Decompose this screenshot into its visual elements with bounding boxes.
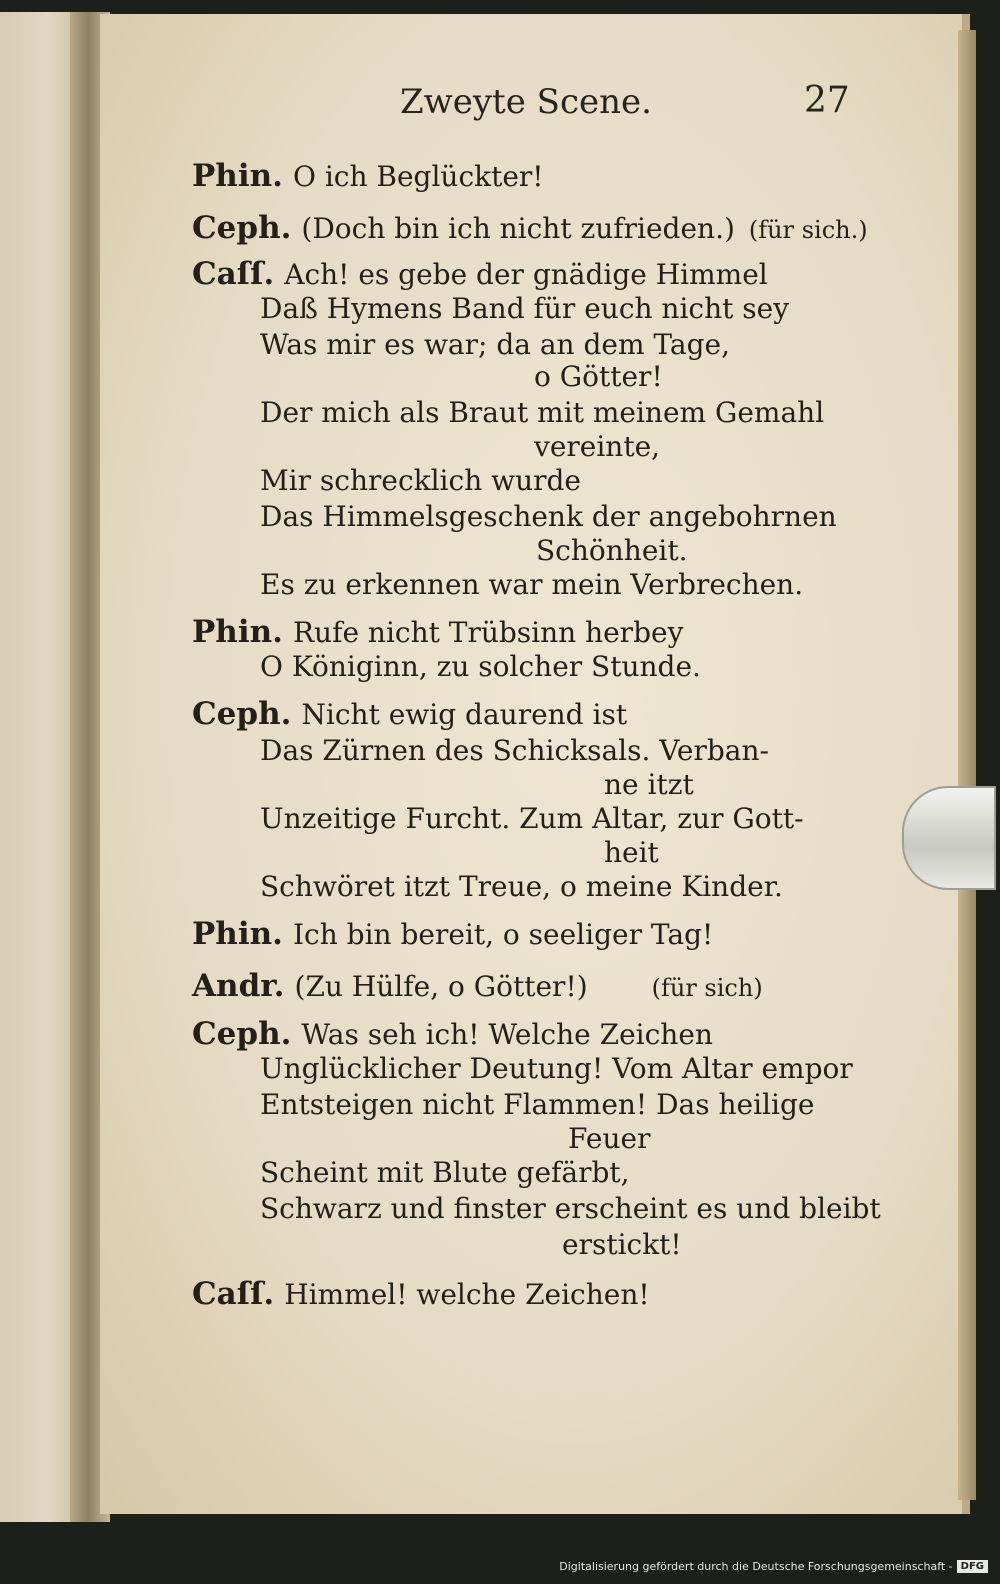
page-number: 27: [804, 80, 850, 121]
verse-continuation: Schönheit.: [536, 534, 688, 567]
dialogue-line: [192, 256, 768, 292]
verse-line: Scheint mit Blute gefärbt,: [260, 1156, 630, 1189]
verse-line: Unzeitige Furcht. Zum Altar, zur Gott-: [260, 802, 804, 835]
dialogue-line: [192, 1276, 650, 1312]
verse-line: Schwöret itzt Treue, o meine Kinder.: [260, 870, 783, 903]
line-text: Nicht ewig daurend ist: [301, 698, 628, 731]
dialogue-line: [192, 210, 868, 246]
speaker-name: Caſſ.: [192, 1276, 275, 1312]
verse-continuation: Feuer: [568, 1122, 651, 1155]
speaker-name: Andr.: [192, 968, 285, 1004]
verse-line: Unglücklicher Deutung! Vom Altar empor: [260, 1052, 853, 1085]
verse-line: Schwarz und finster erscheint es und bleibt: [260, 1192, 881, 1225]
dialogue-line: [192, 968, 763, 1004]
verse-continuation: heit: [604, 836, 659, 869]
verse-line: Es zu erkennen war mein Verbrechen.: [260, 568, 804, 601]
verse-line: Das Zürnen des Schicksals. Verban-: [260, 734, 769, 767]
verse-line: Mir schrecklich wurde: [260, 464, 582, 497]
speaker-name: Ceph.: [192, 1016, 292, 1052]
verse-continuation: erstickt!: [562, 1228, 682, 1261]
line-text: Himmel! welche Zeichen!: [284, 1278, 650, 1311]
dialogue-line: [192, 696, 627, 732]
credit-text: Digitalisierung gefördert durch die Deutsche Forschungsgemeinschaft -: [559, 1559, 953, 1573]
dialogue-line: [192, 1016, 713, 1052]
digitization-credit: [559, 1556, 988, 1576]
speaker-name: Ceph.: [192, 696, 292, 732]
line-text: Was seh ich! Welche Zeichen: [301, 1018, 713, 1051]
verse-line: Das Himmelsgeschenk der angebohrnen: [260, 500, 837, 533]
page-block-edge: [958, 30, 976, 1500]
stage-direction: (für sich): [651, 974, 763, 1002]
verse-line: Was mir es war; da an dem Tage,: [260, 328, 730, 361]
dialogue-line: [192, 916, 713, 952]
line-text: Rufe nicht Trübsinn herbey: [292, 616, 684, 649]
verse-continuation: o Götter!: [534, 360, 663, 393]
speaker-name: Phin.: [192, 158, 283, 194]
dfg-logo: DFG: [957, 1560, 988, 1573]
verse-continuation: ne itzt: [604, 768, 694, 801]
speaker-name: Caſſ.: [192, 256, 275, 292]
verse-line: O Königinn, zu solcher Stunde.: [260, 650, 701, 683]
dialogue-line: [192, 158, 544, 194]
line-text: Ich bin bereit, o seeliger Tag!: [292, 918, 714, 951]
verse-continuation: vereinte,: [534, 430, 661, 463]
speaker-name: Ceph.: [192, 210, 292, 246]
verse-line: Der mich als Braut mit meinem Gemahl: [260, 396, 825, 429]
line-text: O ich Beglückter!: [292, 160, 544, 193]
verse-line: Entsteigen nicht Flammen! Das heilige: [260, 1088, 815, 1121]
dialogue-line: [192, 614, 683, 650]
speaker-name: Phin.: [192, 916, 283, 952]
verse-line: Daß Hymens Band für euch nicht sey: [260, 292, 790, 325]
line-text: (Doch bin ich nicht zufrieden.): [301, 212, 735, 245]
line-text: (Zu Hülfe, o Götter!): [294, 970, 588, 1003]
stage-direction: (für sich.): [748, 216, 868, 244]
running-header: Zweyte Scene.: [400, 82, 652, 122]
line-text: Ach! es gebe der gnädige Himmel: [284, 258, 768, 291]
speaker-name: Phin.: [192, 614, 283, 650]
glass-page-weight: [902, 786, 996, 890]
